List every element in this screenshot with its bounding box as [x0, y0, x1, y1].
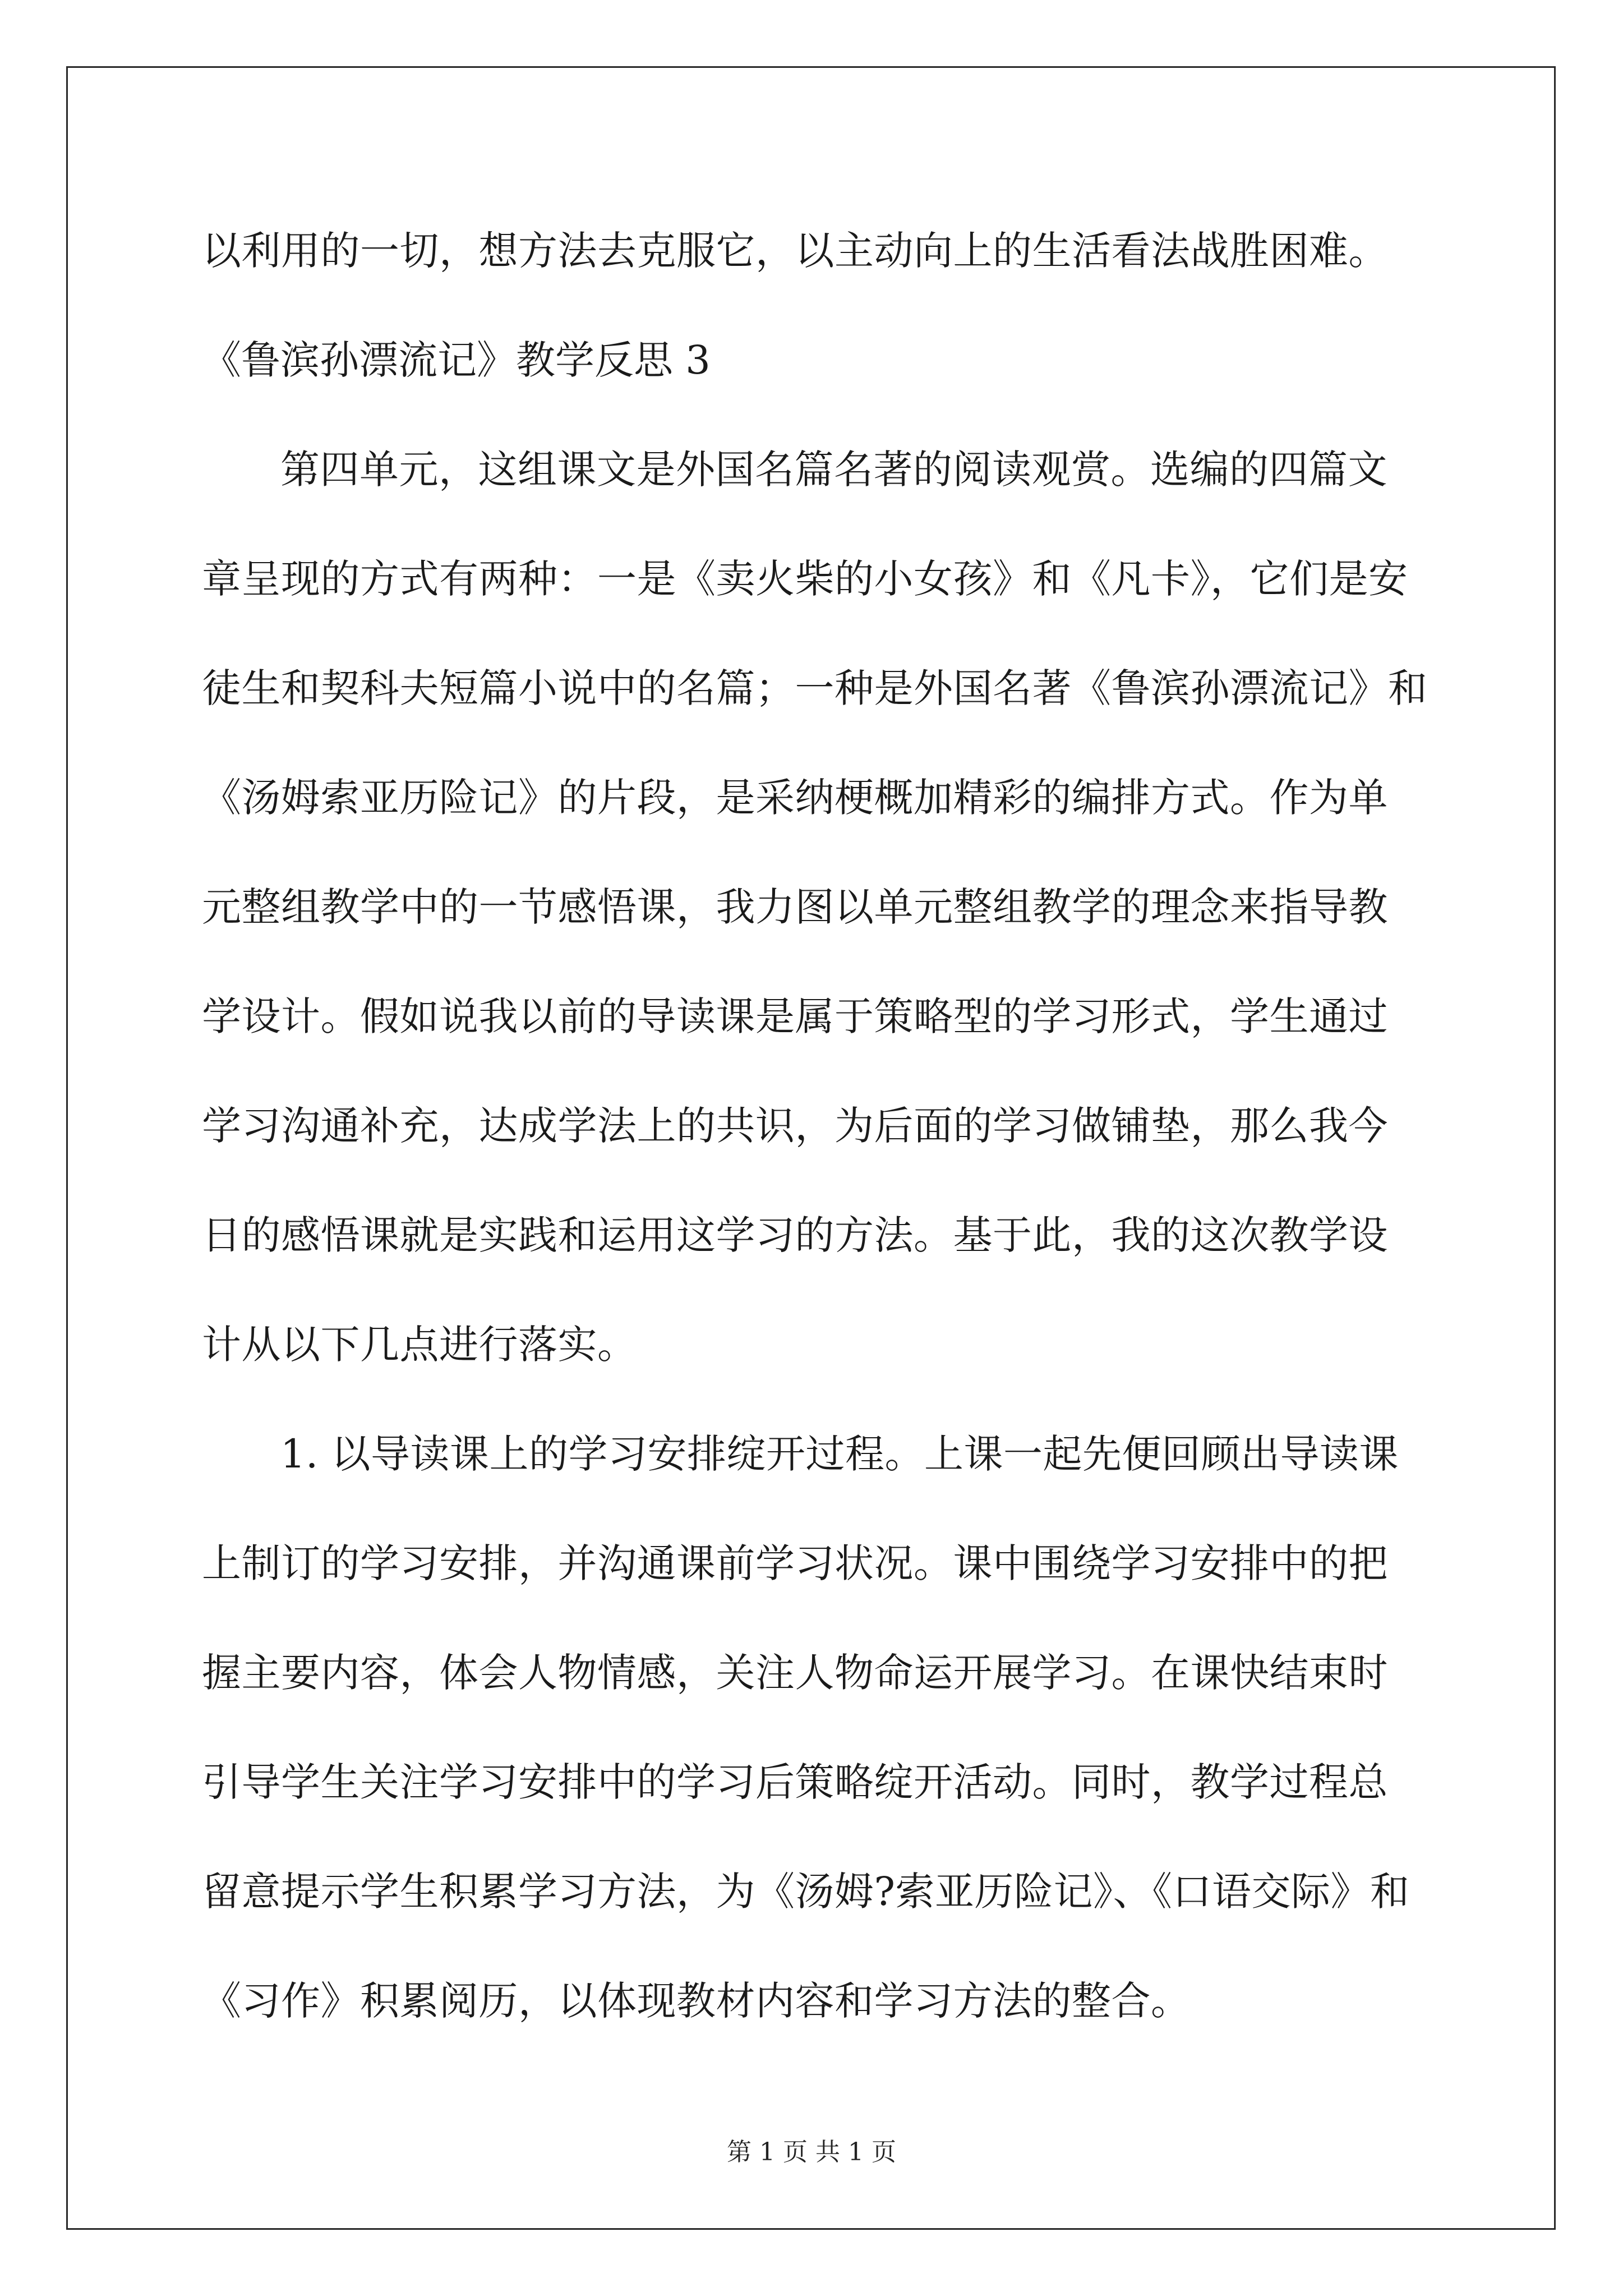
text-line: 以利用的一切，想方法去克服它，以主动向上的生活看法战胜困难。 [202, 228, 1388, 274]
text-line: 学设计。假如说我以前的导读课是属于策略型的学习形式，学生通过 [202, 993, 1388, 1039]
document-body [202, 196, 1428, 2056]
text-line: 留意提示学生积累学习方法，为《汤姆?索亚历险记》、《口语交际》和 [202, 1869, 1410, 1915]
text-line: 徒生和契科夫短篇小说中的名篇；一种是外国名著《鲁滨孙漂流记》和 [202, 665, 1428, 711]
page-footer: 第 1 页 共 1 页 [727, 2138, 896, 2166]
text-line: 计从以下几点进行落实。 [202, 1322, 637, 1368]
text-line: 元整组教学中的一节感悟课，我力图以单元整组教学的理念来指导教 [202, 884, 1388, 930]
section-heading: 《鲁滨孙漂流记》教学反思 3 [202, 337, 711, 383]
text-line: 上制订的学习安排，并沟通课前学习状况。课中围绕学习安排中的把 [202, 1540, 1388, 1586]
text-line: 日的感悟课就是实践和运用这学习的方法。基于此，我的这次教学设 [202, 1212, 1388, 1258]
text-line: 引导学生关注学习安排中的学习后策略绽开活动。同时，教学过程总 [202, 1759, 1388, 1805]
text-line: 握主要内容，体会人物情感，关注人物命运开展学习。在课快结束时 [202, 1650, 1388, 1696]
text-line: 《习作》积累阅历，以体现教材内容和学习方法的整合。 [202, 1978, 1191, 2024]
text-line: 学习沟通补充，达成学法上的共识，为后面的学习做铺垫，那么我今 [202, 1103, 1388, 1149]
text-line: 《汤姆索亚历险记》的片段，是采纳梗概加精彩的编排方式。作为单 [202, 775, 1388, 821]
paragraph-first-line: 1. 以导读课上的学习安排绽开过程。上课一起先便回顾出导读课 [280, 1431, 1399, 1477]
paragraph-first-line: 第四单元，这组课文是外国名篇名著的阅读观赏。选编的四篇文 [280, 447, 1387, 493]
text-line: 章呈现的方式有两种：一是《卖火柴的小女孩》和《凡卡》，它们是安 [202, 556, 1408, 602]
